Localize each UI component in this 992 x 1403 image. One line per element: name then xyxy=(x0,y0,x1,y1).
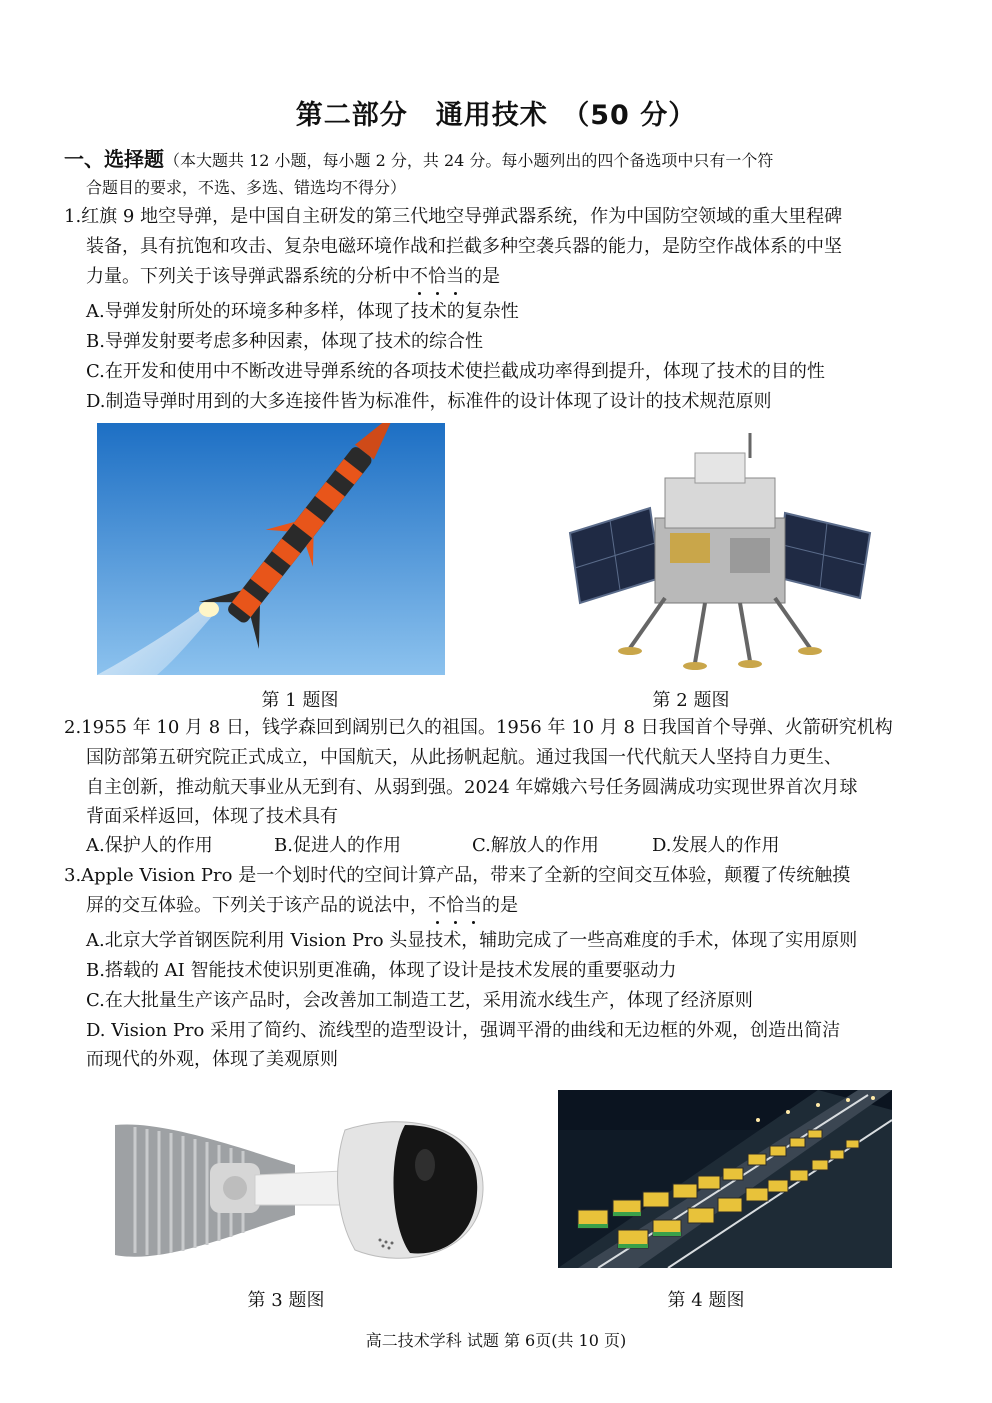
figure1-caption: 第 1 题图 xyxy=(261,690,339,711)
q3-stem-line1: 3.Apple Vision Pro 是一个划时代的空间计算产品，带来了全新的空间交互体验，颠覆了传统触摸 xyxy=(64,865,851,886)
section-heading-line xyxy=(64,147,773,173)
q2-option-d[interactable]: D.发展人的作用 xyxy=(652,835,780,856)
q2-stem-line3: 自主创新，推动航天事业从无到有、从弱到强。2024 年嫦娥六号任务圆满成功实现世界首次月球 xyxy=(86,777,858,798)
section-heading: 一、选择题 xyxy=(64,147,164,171)
section-instructions: （本大题共 12 小题，每小题 2 分，共 24 分。每小题列出的四个备选项中只有一个符 xyxy=(164,151,774,170)
q2-stem-line1: 2.1955 年 10 月 8 日，钱学森回到阔别已久的祖国。1956 年 10 月 8 日我国首个导弹、火箭研究机构 xyxy=(64,717,893,738)
q3-option-c[interactable]: C.在大批量生产该产品时，会改善加工制造工艺，采用流水线生产，体现了经济原则 xyxy=(86,990,753,1011)
q3-option-a[interactable]: A.北京大学首钢医院利用 Vision Pro 头显技术，辅助完成了一些高难度的手术，体现了实用原则 xyxy=(86,930,858,951)
page-title: 第二部分 通用技术 （50 分） xyxy=(295,100,697,131)
q1-option-c[interactable]: C.在开发和使用中不断改进导弹系统的各项技术使拦截成功率得到提升，体现了技术的目的性 xyxy=(86,361,825,382)
q1-option-a[interactable]: A.导弹发射所处的环境多种多样，体现了技术的复杂性 xyxy=(86,301,519,322)
page-footer: 高二技术学科 试题 第 6页(共 10 页) xyxy=(365,1331,627,1350)
vr-headset-photo xyxy=(105,1105,490,1275)
emphasis-char: 不 xyxy=(410,266,428,287)
lunar-lander-photo xyxy=(545,423,895,675)
emphasis-char: 恰 xyxy=(428,266,446,287)
section-instructions-cont: 合题目的要求，不选、多选、错选均不得分） xyxy=(86,178,407,197)
emphasis-char: 当 xyxy=(464,895,482,916)
figure2-caption: 第 2 题图 xyxy=(652,690,730,711)
q2-stem-line2: 国防部第五研究院正式成立，中国航天，从此扬帆起航。通过我国一代代航天人坚持自力更生、 xyxy=(86,747,842,768)
q2-option-a[interactable]: A.保护人的作用 xyxy=(86,835,213,856)
q3-stem-post: 的是 xyxy=(482,895,518,916)
bridge-buses-photo xyxy=(558,1090,892,1268)
q1-stem-pre: 力量。下列关于该导弹武器系统的分析中 xyxy=(86,266,410,287)
q1-option-b[interactable]: B.导弹发射要考虑多种因素，体现了技术的综合性 xyxy=(86,331,483,352)
q1-stem-line3 xyxy=(86,265,500,289)
missile-photo xyxy=(97,423,445,675)
q1-option-d[interactable]: D.制造导弹时用到的大多连接件皆为标准件，标准件的设计体现了设计的技术规范原则 xyxy=(86,391,772,412)
q3-option-d-cont: 而现代的外观，体现了美观原则 xyxy=(86,1049,338,1070)
emphasis-char: 不 xyxy=(428,895,446,916)
q2-option-b[interactable]: B.促进人的作用 xyxy=(274,835,401,856)
q3-option-b[interactable]: B.搭载的 AI 智能技术使识别更准确，体现了设计是技术发展的重要驱动力 xyxy=(86,960,677,981)
q2-stem-line4: 背面采样返回，体现了技术具有 xyxy=(86,806,338,827)
q3-stem-pre: 屏的交互体验。下列关于该产品的说法中， xyxy=(86,895,428,916)
emphasis-char: 恰 xyxy=(446,895,464,916)
q2-option-c[interactable]: C.解放人的作用 xyxy=(472,835,599,856)
q1-stem-line1: 1.红旗 9 地空导弹，是中国自主研发的第三代地空导弹武器系统，作为中国防空领域的重大里程碑 xyxy=(64,206,843,227)
figure4-caption: 第 4 题图 xyxy=(667,1290,745,1311)
q1-stem-line2: 装备，具有抗饱和攻击、复杂电磁环境作战和拦截多种空袭兵器的能力，是防空作战体系的中坚 xyxy=(86,236,842,257)
emphasis-char: 当 xyxy=(446,266,464,287)
q1-stem-post: 的是 xyxy=(464,266,500,287)
q3-option-d[interactable]: D. Vision Pro 采用了简约、流线型的造型设计，强调平滑的曲线和无边框的外观，创造出简洁 xyxy=(86,1020,841,1041)
q3-stem-line2 xyxy=(86,894,518,918)
figure3-caption: 第 3 题图 xyxy=(247,1290,325,1311)
